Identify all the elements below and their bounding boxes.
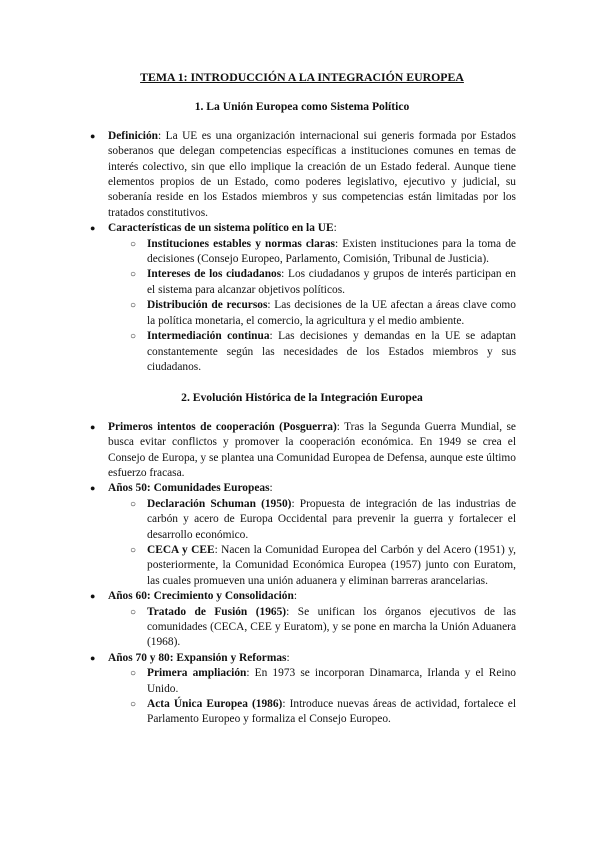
sub-list	[129, 237, 516, 376]
circle-bullet-icon: ○	[130, 269, 137, 281]
item-term: Características de un sistema político en la UE	[108, 222, 334, 235]
item-term: Intermediación continua	[147, 330, 270, 343]
circle-bullet-icon: ○	[130, 238, 137, 250]
item-term: Años 50: Comunidades Europeas	[108, 482, 270, 495]
sub-list-item	[129, 267, 516, 298]
bullet-icon: ●	[90, 130, 96, 141]
circle-bullet-icon: ○	[130, 606, 137, 618]
item-term: Instituciones estables y normas claras	[147, 237, 335, 250]
list-item	[88, 651, 516, 728]
item-term: Tratado de Fusión (1965)	[147, 605, 287, 618]
item-term: CECA y CEE	[147, 543, 215, 556]
item-term: Declaración Schuman (1950)	[147, 497, 292, 510]
item-text: : Tras la Segunda Guerra Mundial, se busca evitar conflictos y promover la cooperación económica. En 1949 se crea el Consejo de Europa, y se plantea una Comunidad Europea de Defensa, aunque este último esfuerzo fracasa.	[108, 420, 516, 479]
circle-bullet-icon: ○	[130, 331, 137, 343]
item-text: : Las decisiones y demandas en la UE se adaptan constantemente según las necesidades de los Estados miembros y sus ciudadanos.	[147, 330, 516, 373]
item-text: : Propuesta de integración de las industrias de carbón y acero de Europa Occidental para prevenir la guerra y fortalecer el desarrollo económico.	[147, 497, 517, 541]
bullet-icon: ●	[90, 223, 96, 234]
item-term: Intereses de los ciudadanos	[147, 268, 282, 281]
list-item	[88, 481, 516, 589]
list-item	[88, 221, 516, 375]
sub-list	[129, 497, 516, 589]
item-text: :	[333, 222, 337, 235]
list-item	[88, 129, 516, 221]
sub-list-item	[129, 666, 516, 697]
item-text: : En 1973 se incorporan Dinamarca, Irlanda y el Reino Unido.	[147, 667, 516, 695]
circle-bullet-icon: ○	[130, 668, 137, 680]
bullet-icon: ●	[90, 652, 96, 663]
circle-bullet-icon: ○	[130, 300, 137, 312]
bullet-icon: ●	[90, 421, 96, 432]
bullet-icon: ●	[90, 483, 96, 494]
item-term: Acta Única Europea (1986)	[147, 698, 283, 711]
item-text: : Los ciudadanos y grupos de interés participan en el sistema para alcanzar objetivos políticos.	[147, 268, 516, 296]
bullet-list	[88, 420, 516, 728]
sub-list	[129, 605, 516, 651]
list-item	[88, 589, 516, 651]
document-title: TEMA 1: INTRODUCCIÓN A LA INTEGRACIÓN EUROPEA	[140, 70, 464, 84]
item-text: :	[286, 651, 290, 664]
item-text: :	[269, 482, 273, 495]
circle-bullet-icon: ○	[130, 498, 137, 510]
sub-list-item	[129, 237, 516, 268]
circle-bullet-icon: ○	[130, 544, 137, 556]
item-term: Distribución de recursos	[147, 299, 268, 312]
item-text: : Introduce nuevas áreas de actividad, fortalece el Parlamento Europeo y formaliza el Consejo Europeo.	[147, 698, 516, 726]
item-text: : La UE es una organización internacional sui generis formada por Estados soberanos que delegan competencias específicas a instituciones comunes en temas de interés colectivo, sin que ello implique la creación de un Estado federal. Aunque tiene elementos propios de un Estado, como poderes legislativo, ejecutivo y judicial, su soberanía reside en los Estados miembros y sus competencias están limitadas por los tratados constitutivos.	[108, 129, 516, 219]
item-term: Años 70 y 80: Expansión y Reformas	[108, 651, 287, 664]
sub-list	[129, 666, 516, 728]
bullet-icon: ●	[90, 591, 96, 602]
section-heading: 1. La Unión Europea como Sistema Político	[194, 100, 410, 114]
item-term: Primera ampliación	[147, 667, 247, 680]
sub-list-item	[129, 543, 516, 589]
bullet-list	[88, 129, 516, 376]
item-term: Años 60: Crecimiento y Consolidación	[108, 590, 294, 603]
item-text: : Se unifican los órganos ejecutivos de las comunidades (CECA, CEE y Euratom), y se pone en marcha la Unión Aduanera (1968).	[147, 605, 516, 649]
item-text: : Existen instituciones para la toma de decisiones (Consejo Europeo, Parlamento, Comisión, Tribunal de Justicia).	[147, 237, 516, 266]
item-text: : Las decisiones de la UE afectan a áreas clave como la política monetaria, el comercio, la agricultura y el medio ambiente.	[147, 299, 516, 327]
list-item	[88, 420, 516, 482]
circle-bullet-icon: ○	[130, 699, 137, 711]
section-heading: 2. Evolución Histórica de la Integración Europea	[181, 391, 423, 405]
sub-list-item	[129, 497, 516, 543]
item-term: Primeros intentos de cooperación (Posguerra)	[108, 420, 337, 433]
sub-list-item	[129, 605, 516, 651]
item-text: :	[293, 590, 298, 603]
sub-list-item	[129, 298, 516, 329]
sub-list-item	[129, 697, 516, 728]
item-text: : Nacen la Comunidad Europea del Carbón y del Acero (1951) y, posteriormente, la Comunidad Económica Europea (1957) junto con Euratom, las cuales promueven una unión aduanera y eliminan barreras arancelarias.	[147, 543, 516, 587]
item-term: Definición	[108, 129, 158, 142]
sub-list-item	[129, 329, 516, 375]
